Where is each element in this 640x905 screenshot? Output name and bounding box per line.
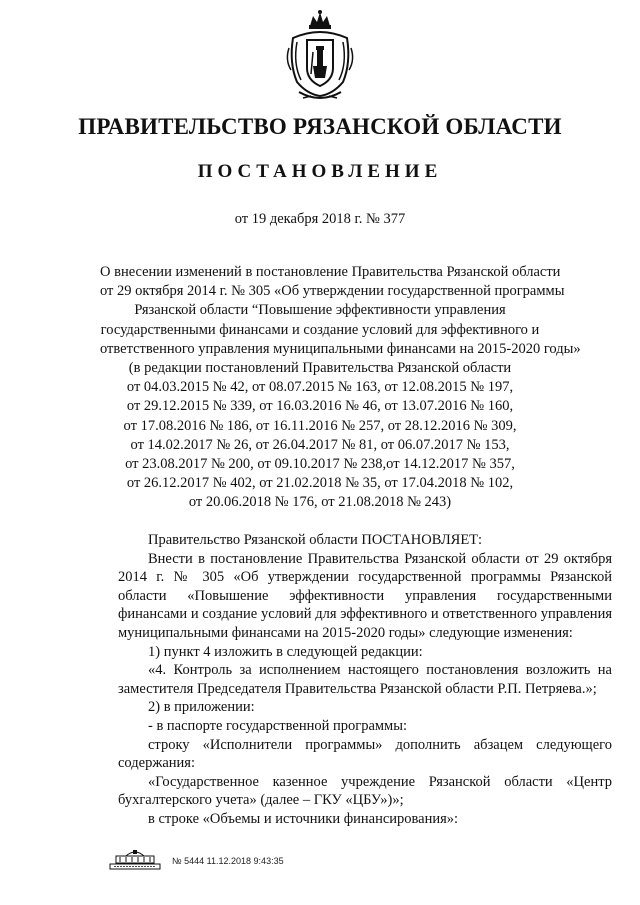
registry-stamp-icon — [108, 848, 162, 872]
coat-of-arms-icon — [283, 8, 357, 104]
body-paragraph: Правительство Рязанской области ПОСТАНОВЛЯЕТ: — [148, 532, 483, 548]
subject-line: от 26.12.2017 № 402, от 21.02.2018 № 35, от 17.04.2018 № 102, — [126, 475, 514, 492]
subject-line: О внесении изменений в постановление Правительства Рязанской области — [100, 264, 561, 280]
document-date: от 19 декабря 2018 г. № 377 — [234, 211, 406, 227]
subject-line: от 29.12.2015 № 339, от 16.03.2016 № 46, от 13.07.2016 № 160, — [126, 398, 514, 415]
subject-line: Рязанской области “Повышение эффективности управления — [134, 302, 506, 319]
subject-line: от 29 октября 2014 г. № 305 «Об утверждении государственной программы — [100, 283, 565, 300]
body-paragraph: «4. Контроль за исполнением настоящего постановления возложить на заместителя Председателя Правительства Рязанской области Р.П. Петряева.»; — [118, 662, 612, 697]
body-paragraph: 1) пункт 4 изложить в следующей редакции: — [148, 643, 423, 660]
subject-line: от 23.08.2017 № 200, от 09.10.2017 № 238,от 14.12.2017 № 357, — [125, 456, 515, 473]
government-title: ПРАВИТЕЛЬСТВО РЯЗАНСКОЙ ОБЛАСТИ — [78, 114, 562, 139]
subject-line: ответственного управления муниципальными финансами на 2015-2020 годы» — [100, 340, 581, 357]
body-paragraph: - в паспорте государственной программы: — [148, 717, 408, 734]
document-type: ПОСТАНОВЛЕНИЕ — [197, 161, 443, 182]
registration-number: № 5444 11.12.2018 9:43:35 — [172, 856, 284, 866]
resolution-body — [118, 531, 612, 829]
subject-line: (в редакции постановлений Правительства Рязанской области — [128, 360, 512, 377]
subject-line: от 04.03.2015 № 42, от 08.07.2015 № 163, от 12.08.2015 № 197, — [126, 379, 514, 396]
subject-line: от 20.06.2018 № 176, от 21.08.2018 № 243) — [188, 494, 452, 511]
body-paragraph: Внести в постановление Правительства Рязанской области от 29 октября 2014 г. № 305 «Об утверждении государственной программы Рязанской области «Повышение эффективности управления государственными финансами и создание условий для эффективного и ответственного управления муниципальными финансами на 2015-2020 годы» следующие изменения: — [118, 550, 612, 641]
document-footer — [108, 848, 408, 874]
resolution-subject — [100, 263, 581, 513]
body-paragraph: 2) в приложении: — [148, 699, 255, 716]
body-paragraph: строку «Исполнители программы» дополнить абзацем следующего содержания: — [118, 736, 612, 772]
body-paragraph: в строке «Объемы и источники финансирования»: — [148, 810, 459, 827]
subject-line: от 14.02.2017 № 26, от 26.04.2017 № 81, от 06.07.2017 № 153, — [130, 436, 510, 453]
subject-line: государственными финансами и создание условий для эффективного и — [100, 321, 540, 338]
subject-line: от 17.08.2016 № 186, от 16.11.2016 № 257, от 28.12.2016 № 309, — [123, 417, 517, 434]
body-paragraph: «Государственное казенное учреждение Рязанской области «Центр бухгалтерского учета» (далее – ГКУ «ЦБУ»)»; — [118, 773, 612, 809]
